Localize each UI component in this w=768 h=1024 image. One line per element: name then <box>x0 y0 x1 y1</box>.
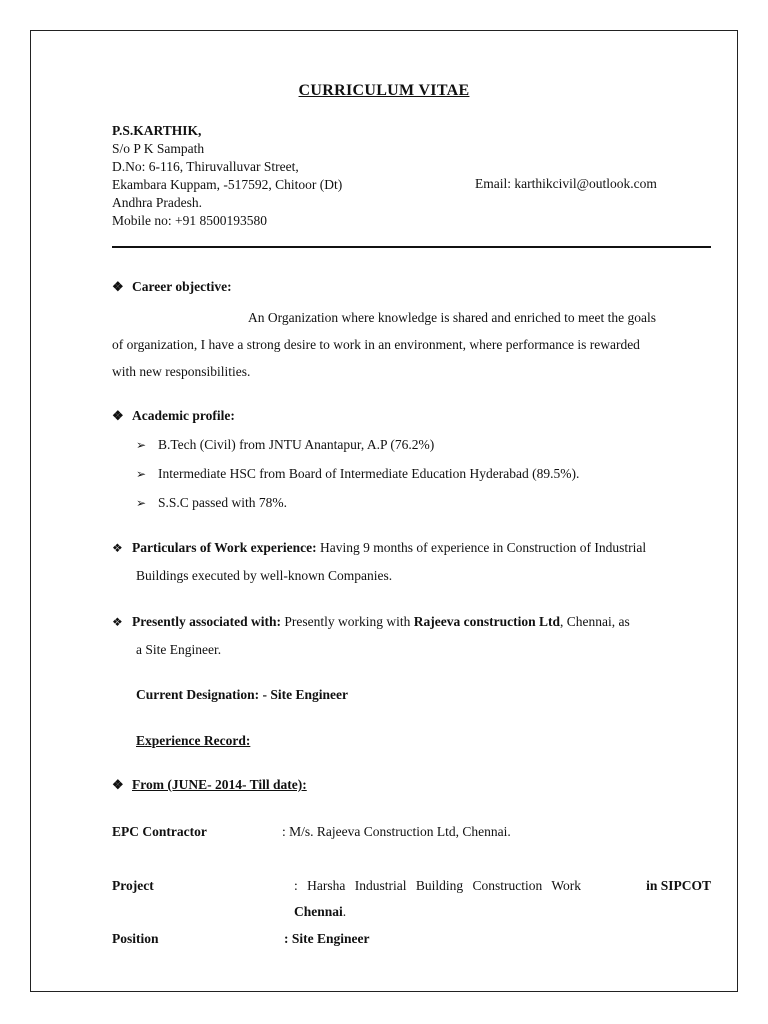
career-line-2: of organization, I have a strong desire to work in an environment, where performance is rewarded <box>112 337 640 352</box>
company-name: Rajeeva construction Ltd <box>413 614 560 629</box>
project-label: Project <box>112 878 154 893</box>
period-label: From (JUNE- 2014- Till date): <box>132 777 307 792</box>
divider <box>112 246 711 248</box>
project-value-text: : Harsha Industrial Building Construction Work <box>294 878 582 893</box>
career-objective-heading <box>112 279 232 295</box>
current-designation: Current Designation: - Site Engineer <box>136 687 348 702</box>
project-city: Chennai <box>294 904 343 919</box>
project-value-line-1 <box>294 878 711 894</box>
diamond-bullet-icon: ❖ <box>112 541 123 555</box>
arrow-bullet-icon: ➢ <box>136 438 147 452</box>
arrow-bullet-icon: ➢ <box>136 467 147 481</box>
academic-item-text: S.S.C passed with 78%. <box>158 495 288 510</box>
epc-contractor-value: : M/s. Rajeeva Construction Ltd, Chennai. <box>282 824 511 839</box>
state: Andhra Pradesh. <box>112 195 202 210</box>
diamond-bullet-icon: ❖ <box>112 615 123 629</box>
diamond-bullet-icon: ❖ <box>112 279 124 294</box>
academic-item <box>136 437 434 453</box>
career-line-1: An Organization where knowledge is shared and enriched to meet the goals <box>248 310 656 325</box>
project-value-line-2 <box>294 904 346 920</box>
present-heading: Presently associated with: <box>132 614 281 629</box>
project-location: in SIPCOT <box>646 878 711 893</box>
present-line-2: a Site Engineer. <box>136 642 222 657</box>
academic-item <box>136 495 287 511</box>
project-period: . <box>342 904 347 919</box>
present-text-2: , Chennai, as <box>559 614 630 629</box>
email: Email: karthikcivil@outlook.com <box>475 176 657 191</box>
academic-heading <box>112 408 235 424</box>
work-experience-heading: Particulars of Work experience: <box>132 540 317 555</box>
mobile-number: Mobile no: +91 8500193580 <box>112 213 267 228</box>
work-experience-text: Having 9 months of experience in Construction of Industrial <box>316 540 647 555</box>
academic-item-text: B.Tech (Civil) from JNTU Anantapur, A.P (76.2%) <box>158 437 435 452</box>
academic-item <box>136 466 579 482</box>
diamond-bullet-icon: ❖ <box>112 408 124 423</box>
period-heading <box>112 777 307 793</box>
father-name: S/o P K Sampath <box>112 141 205 156</box>
present-text-1: Presently working with <box>280 614 414 629</box>
position-label: Position <box>112 931 159 946</box>
candidate-name: P.S.KARTHIK, <box>112 123 202 138</box>
academic-item-text: Intermediate HSC from Board of Intermediate Education Hyderabad (89.5%). <box>158 466 580 481</box>
academic-label: Academic profile: <box>132 408 235 423</box>
position-value: : Site Engineer <box>284 931 370 946</box>
document-title: CURRICULUM VITAE <box>298 82 470 99</box>
work-experience-line-1 <box>112 540 646 556</box>
career-objective-label: Career objective: <box>132 279 232 294</box>
address-line-1: D.No: 6-116, Thiruvalluvar Street, <box>112 159 299 174</box>
career-line-3: with new responsibilities. <box>112 364 251 379</box>
work-experience-line-2: Buildings executed by well-known Companies. <box>136 568 393 583</box>
diamond-bullet-icon: ❖ <box>112 777 124 792</box>
arrow-bullet-icon: ➢ <box>136 496 147 510</box>
address-line-2: Ekambara Kuppam, -517592, Chitoor (Dt) <box>112 177 343 192</box>
present-line-1 <box>112 614 630 630</box>
epc-contractor-label: EPC Contractor <box>112 824 207 839</box>
experience-record-heading: Experience Record: <box>136 733 251 748</box>
